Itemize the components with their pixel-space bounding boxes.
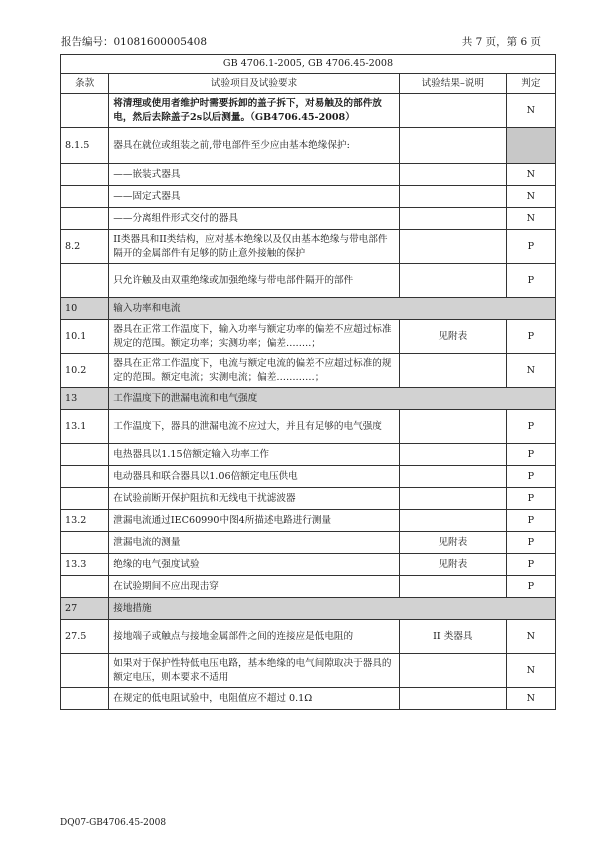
table-row <box>61 320 556 354</box>
table-row <box>61 208 556 230</box>
clause-number: 10.1 <box>61 320 109 354</box>
verdict: P <box>506 230 555 264</box>
result-text <box>399 164 506 186</box>
section-number: 13 <box>61 388 109 410</box>
requirement-text: 泄漏电流通过IEC60990中图4所描述电路进行测量 <box>109 510 400 532</box>
requirement-text: 在规定的低电阻试验中，电阻值应不超过 0.1Ω <box>109 688 400 710</box>
requirement-text: 电动器具和联合器具以1.06倍额定电压供电 <box>109 466 400 488</box>
result-text <box>399 264 506 298</box>
document-code: DQ07-GB4706.45-2008 <box>60 818 167 828</box>
clause-number <box>61 264 109 298</box>
column-header-verdict: 判定 <box>506 74 555 94</box>
requirement-text: ——嵌装式器具 <box>109 164 400 186</box>
requirement-text: II类器具和II类结构，应对基本绝缘以及仅由基本绝缘与带电部件隔开的金属部件有足够的防止意外接触的保护 <box>109 230 400 264</box>
requirement-text: 接地端子或触点与接地金属部件之间的连接应是低电阻的 <box>109 620 400 654</box>
table-row <box>61 410 556 444</box>
result-text <box>399 208 506 230</box>
table-row <box>61 554 556 576</box>
verdict: N <box>506 620 555 654</box>
requirement-text: 如果对于保护性特低电压电路，基本绝缘的电气间隙取决于器具的额定电压，则本要求不适用 <box>109 654 400 688</box>
column-header-result: 试验结果–说明 <box>399 74 506 94</box>
verdict: P <box>506 488 555 510</box>
clause-number <box>61 532 109 554</box>
table-row <box>61 94 556 128</box>
table-row <box>61 466 556 488</box>
table-row <box>61 510 556 532</box>
table-row <box>61 654 556 688</box>
section-title: 输入功率和电流 <box>109 298 556 320</box>
result-text <box>399 488 506 510</box>
table-row <box>61 230 556 264</box>
clause-number <box>61 164 109 186</box>
clause-number <box>61 186 109 208</box>
table-row <box>61 688 556 710</box>
section-number: 10 <box>61 298 109 320</box>
clause-number: 10.2 <box>61 354 109 388</box>
column-header-clause: 条款 <box>61 74 109 94</box>
verdict: P <box>506 264 555 298</box>
result-text <box>399 410 506 444</box>
clause-number: 8.1.5 <box>61 128 109 164</box>
result-text: 见附表 <box>399 320 506 354</box>
clause-number: 13.1 <box>61 410 109 444</box>
section-row <box>61 388 556 410</box>
table-row <box>61 128 556 164</box>
table-row <box>61 354 556 388</box>
requirement-text: 只允许触及由双重绝缘或加强绝缘与带电部件隔开的部件 <box>109 264 400 298</box>
section-title: 工作温度下的泄漏电流和电气强度 <box>109 388 556 410</box>
verdict: N <box>506 354 555 388</box>
requirement-text: 电热器具以1.15倍额定输入功率工作 <box>109 444 400 466</box>
clause-number <box>61 576 109 598</box>
clause-number: 13.3 <box>61 554 109 576</box>
result-text: 见附表 <box>399 554 506 576</box>
verdict: P <box>506 444 555 466</box>
result-text <box>399 444 506 466</box>
verdict: N <box>506 94 555 128</box>
requirement-text: 将清理或使用者维护时需要拆卸的盖子拆下，对易触及的部件放电，然后去除盖子2s以后测量。（GB4706.45-2008） <box>109 94 400 128</box>
result-text: 见附表 <box>399 532 506 554</box>
result-text <box>399 510 506 532</box>
result-text <box>399 576 506 598</box>
table-row <box>61 444 556 466</box>
requirement-text: 器具在正常工作温度下，输入功率与额定功率的偏差不应超过标准规定的范围。额定功率；实测功率；偏差……..； <box>109 320 400 354</box>
result-text <box>399 186 506 208</box>
result-text <box>399 354 506 388</box>
requirement-text: ——固定式器具 <box>109 186 400 208</box>
result-text <box>399 230 506 264</box>
clause-number <box>61 444 109 466</box>
requirement-text: 在试验期间不应出现击穿 <box>109 576 400 598</box>
verdict: P <box>506 466 555 488</box>
table-row <box>61 620 556 654</box>
requirement-text: 器具在正常工作温度下，电流与额定电流的偏差不应超过标准的规定的范围。额定电流；实测电流；偏差…………； <box>109 354 400 388</box>
verdict: P <box>506 554 555 576</box>
test-results-table <box>60 54 556 710</box>
table-row <box>61 488 556 510</box>
verdict: P <box>506 532 555 554</box>
verdict: N <box>506 208 555 230</box>
table-row <box>61 186 556 208</box>
result-text <box>399 128 506 164</box>
clause-number <box>61 208 109 230</box>
requirement-text: ——分离组件形式交付的器具 <box>109 208 400 230</box>
section-row <box>61 598 556 620</box>
table-row <box>61 532 556 554</box>
report-number: 报告编号：01081600005408 <box>61 36 208 48</box>
clause-number: 13.2 <box>61 510 109 532</box>
table-row <box>61 164 556 186</box>
section-row <box>61 298 556 320</box>
table-row <box>61 576 556 598</box>
requirement-text: 在试验前断开保护阻抗和无线电干扰滤波器 <box>109 488 400 510</box>
result-text <box>399 688 506 710</box>
verdict: P <box>506 410 555 444</box>
verdict: N <box>506 164 555 186</box>
section-number: 27 <box>61 598 109 620</box>
result-text <box>399 654 506 688</box>
table-row <box>61 264 556 298</box>
verdict: N <box>506 688 555 710</box>
requirement-text: 器具在就位或组装之前,带电部件至少应由基本绝缘保护: <box>109 128 400 164</box>
clause-number <box>61 654 109 688</box>
page-info: 共 7 页，第 6 页 <box>461 36 541 48</box>
column-header-row <box>61 74 556 94</box>
column-header-requirement: 试验项目及试验要求 <box>109 74 400 94</box>
clause-number: 27.5 <box>61 620 109 654</box>
clause-number <box>61 488 109 510</box>
clause-number: 8.2 <box>61 230 109 264</box>
clause-number <box>61 688 109 710</box>
verdict <box>506 128 555 164</box>
result-text: II 类器具 <box>399 620 506 654</box>
verdict: P <box>506 510 555 532</box>
verdict: N <box>506 186 555 208</box>
requirement-text: 工作温度下，器具的泄漏电流不应过大，并且有足够的电气强度 <box>109 410 400 444</box>
verdict: N <box>506 654 555 688</box>
result-text <box>399 94 506 128</box>
requirement-text: 泄漏电流的测量 <box>109 532 400 554</box>
verdict: P <box>506 320 555 354</box>
clause-number <box>61 94 109 128</box>
section-title: 接地措施 <box>109 598 556 620</box>
verdict: P <box>506 576 555 598</box>
standard-row <box>61 55 556 74</box>
requirement-text: 绝缘的电气强度试验 <box>109 554 400 576</box>
result-text <box>399 466 506 488</box>
clause-number <box>61 466 109 488</box>
standard-title: GB 4706.1-2005, GB 4706.45-2008 <box>61 55 556 74</box>
